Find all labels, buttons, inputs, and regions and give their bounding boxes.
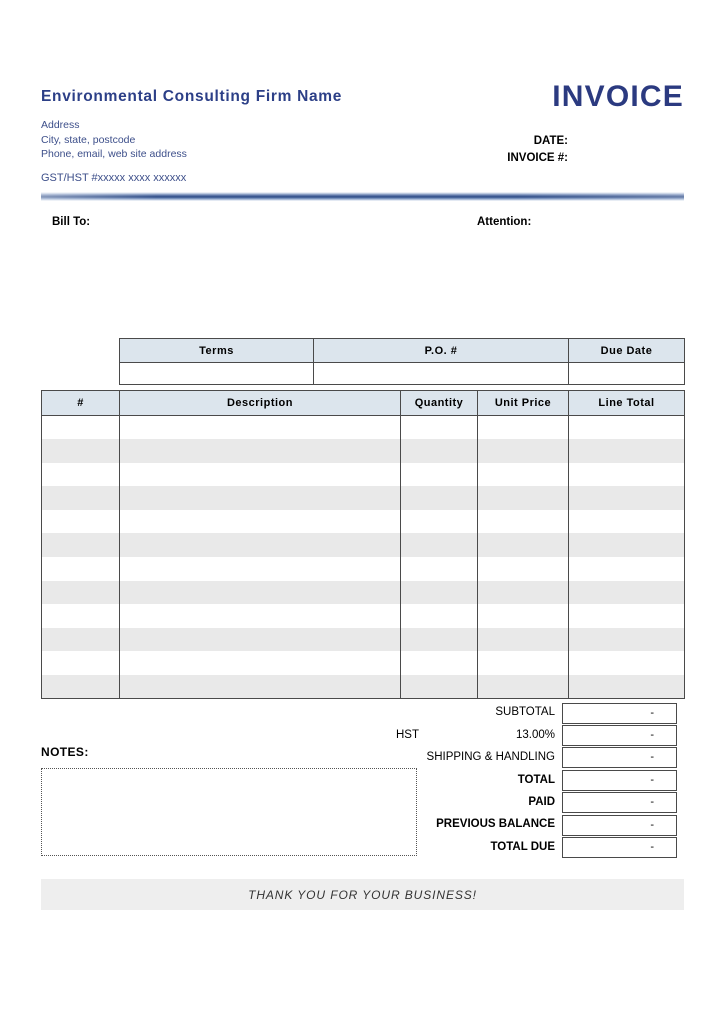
cell-quantity[interactable] bbox=[401, 675, 478, 699]
cell-unit-price[interactable] bbox=[478, 628, 569, 652]
cell-line-total[interactable] bbox=[569, 486, 685, 510]
cell-quantity[interactable] bbox=[401, 510, 478, 534]
notes-label: NOTES: bbox=[41, 745, 89, 759]
cell-description[interactable] bbox=[120, 675, 401, 699]
cell-description[interactable] bbox=[120, 439, 401, 463]
footer-band bbox=[41, 879, 684, 910]
cell-number[interactable] bbox=[42, 675, 120, 699]
line-items-header-line-total: Line Total bbox=[569, 391, 685, 416]
cell-description[interactable] bbox=[120, 651, 401, 675]
totals-label-total-due: TOTAL DUE bbox=[490, 840, 555, 853]
cell-unit-price[interactable] bbox=[478, 675, 569, 699]
cell-number[interactable] bbox=[42, 486, 120, 510]
cell-description[interactable] bbox=[120, 510, 401, 534]
cell-description[interactable] bbox=[120, 628, 401, 652]
cell-description[interactable] bbox=[120, 604, 401, 628]
cell-line-total[interactable] bbox=[569, 557, 685, 581]
bill-to-label: Bill To: bbox=[52, 216, 91, 228]
cell-quantity[interactable] bbox=[401, 557, 478, 581]
cell-unit-price[interactable] bbox=[478, 604, 569, 628]
totals-tax-rate: 13.00% bbox=[515, 728, 555, 741]
terms-value-row bbox=[120, 363, 685, 385]
cell-unit-price[interactable] bbox=[478, 557, 569, 581]
table-row bbox=[42, 416, 685, 440]
totals-value-tax[interactable]: - bbox=[562, 725, 677, 746]
cell-unit-price[interactable] bbox=[478, 651, 569, 675]
cell-unit-price[interactable] bbox=[478, 486, 569, 510]
invoice-number-label: INVOICE #: bbox=[507, 151, 568, 164]
terms-header-row bbox=[120, 339, 685, 363]
cell-description[interactable] bbox=[120, 416, 401, 440]
company-address-line3: Phone, email, web site address bbox=[41, 148, 187, 161]
table-row bbox=[42, 439, 685, 463]
table-row bbox=[42, 533, 685, 557]
cell-line-total[interactable] bbox=[569, 604, 685, 628]
cell-description[interactable] bbox=[120, 557, 401, 581]
line-items-body bbox=[42, 416, 685, 699]
cell-unit-price[interactable] bbox=[478, 416, 569, 440]
totals-value-subtotal[interactable]: - bbox=[562, 703, 677, 724]
header-divider-bar bbox=[41, 192, 684, 201]
cell-description[interactable] bbox=[120, 463, 401, 487]
cell-number[interactable] bbox=[42, 463, 120, 487]
cell-description[interactable] bbox=[120, 486, 401, 510]
totals-label-shipping: SHIPPING & HANDLING bbox=[426, 751, 555, 764]
line-items-table bbox=[41, 390, 685, 699]
line-items-header-number: # bbox=[42, 391, 120, 416]
invoice-date-label: DATE: bbox=[533, 135, 568, 147]
cell-quantity[interactable] bbox=[401, 604, 478, 628]
cell-line-total[interactable] bbox=[569, 416, 685, 440]
cell-description[interactable] bbox=[120, 581, 401, 605]
cell-number[interactable] bbox=[42, 533, 120, 557]
cell-line-total[interactable] bbox=[569, 628, 685, 652]
cell-number[interactable] bbox=[42, 557, 120, 581]
table-row bbox=[42, 486, 685, 510]
terms-header-po-number: P.O. # bbox=[314, 339, 569, 363]
cell-number[interactable] bbox=[42, 628, 120, 652]
cell-unit-price[interactable] bbox=[478, 510, 569, 534]
table-row bbox=[42, 604, 685, 628]
cell-number[interactable] bbox=[42, 604, 120, 628]
table-row bbox=[42, 510, 685, 534]
cell-quantity[interactable] bbox=[401, 463, 478, 487]
totals-row-subtotal bbox=[340, 702, 684, 724]
cell-number[interactable] bbox=[42, 416, 120, 440]
cell-number[interactable] bbox=[42, 651, 120, 675]
totals-label-total: TOTAL bbox=[517, 773, 555, 786]
cell-quantity[interactable] bbox=[401, 439, 478, 463]
totals-value-previous-balance[interactable]: - bbox=[562, 815, 677, 836]
cell-line-total[interactable] bbox=[569, 675, 685, 699]
cell-unit-price[interactable] bbox=[478, 463, 569, 487]
cell-quantity[interactable] bbox=[401, 628, 478, 652]
line-items-header-row bbox=[42, 391, 685, 416]
cell-line-total[interactable] bbox=[569, 651, 685, 675]
table-row bbox=[42, 581, 685, 605]
company-name: Environmental Consulting Firm Name bbox=[41, 88, 343, 105]
cell-unit-price[interactable] bbox=[478, 581, 569, 605]
cell-line-total[interactable] bbox=[569, 439, 685, 463]
totals-value-shipping[interactable]: - bbox=[562, 747, 677, 768]
invoice-meta bbox=[340, 133, 568, 166]
cell-number[interactable] bbox=[42, 581, 120, 605]
table-row bbox=[42, 557, 685, 581]
cell-quantity[interactable] bbox=[401, 486, 478, 510]
totals-tax-name: HST bbox=[396, 728, 419, 741]
company-address-block bbox=[41, 118, 187, 162]
totals-value-paid[interactable]: - bbox=[562, 792, 677, 813]
cell-quantity[interactable] bbox=[401, 651, 478, 675]
terms-header-due-date: Due Date bbox=[569, 339, 685, 363]
page-title: INVOICE bbox=[552, 80, 684, 113]
cell-number[interactable] bbox=[42, 510, 120, 534]
table-row bbox=[42, 463, 685, 487]
table-row bbox=[42, 675, 685, 699]
terms-value-po-number[interactable] bbox=[314, 363, 569, 385]
cell-line-total[interactable] bbox=[569, 510, 685, 534]
line-items-header-unit-price: Unit Price bbox=[478, 391, 569, 416]
terms-header-terms: Terms bbox=[120, 339, 314, 363]
cell-quantity[interactable] bbox=[401, 533, 478, 557]
cell-number[interactable] bbox=[42, 439, 120, 463]
terms-value-due-date[interactable] bbox=[569, 363, 685, 385]
cell-line-total[interactable] bbox=[569, 533, 685, 557]
cell-unit-price[interactable] bbox=[478, 533, 569, 557]
terms-table bbox=[119, 338, 685, 385]
line-items-header-quantity: Quantity bbox=[401, 391, 478, 416]
table-row bbox=[42, 651, 685, 675]
notes-input[interactable] bbox=[41, 768, 417, 856]
cell-line-total[interactable] bbox=[569, 581, 685, 605]
cell-description[interactable] bbox=[120, 533, 401, 557]
cell-line-total[interactable] bbox=[569, 463, 685, 487]
footer-thank-you-message: THANK YOU FOR YOUR BUSINESS! bbox=[248, 887, 477, 902]
totals-label-previous-balance: PREVIOUS BALANCE bbox=[436, 818, 555, 831]
totals-label-subtotal: SUBTOTAL bbox=[495, 706, 555, 719]
totals-label-paid: PAID bbox=[528, 796, 555, 808]
totals-row-shipping bbox=[340, 747, 684, 769]
table-row bbox=[42, 628, 685, 652]
terms-value-terms[interactable] bbox=[120, 363, 314, 385]
company-address-line2: City, state, postcode bbox=[41, 133, 136, 146]
line-items-header-description: Description bbox=[120, 391, 401, 416]
totals-value-total[interactable]: - bbox=[562, 770, 677, 791]
totals-row-tax bbox=[340, 724, 684, 746]
totals-label-tax bbox=[340, 730, 562, 742]
company-tax-registration: GST/HST #xxxxx xxxx xxxxxx bbox=[41, 172, 187, 184]
totals-value-total-due[interactable]: - bbox=[562, 837, 677, 858]
cell-unit-price[interactable] bbox=[478, 439, 569, 463]
cell-quantity[interactable] bbox=[401, 581, 478, 605]
cell-quantity[interactable] bbox=[401, 416, 478, 440]
company-address-line1: Address bbox=[41, 119, 80, 131]
attention-label: Attention: bbox=[477, 216, 532, 228]
